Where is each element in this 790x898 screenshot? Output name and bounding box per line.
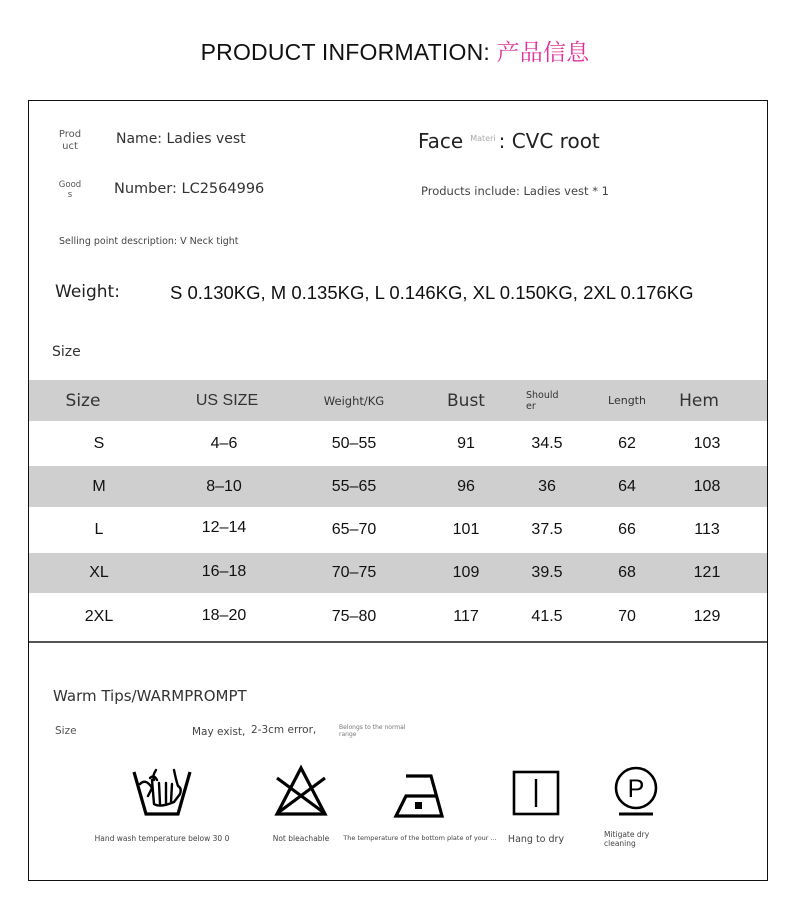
page-title-english: PRODUCT INFORMATION:: [200, 39, 497, 65]
cell-hem: 129: [693, 608, 721, 625]
cell-size: M: [92, 477, 106, 495]
care-item-hand-wash: [94, 766, 230, 843]
table-row: [29, 507, 767, 553]
header-length: Length: [608, 394, 646, 407]
cell-weight: 70–75: [331, 564, 377, 581]
prefix-line: s: [67, 190, 73, 200]
cell-length: 62: [618, 434, 636, 452]
cell-weight: 65–70: [331, 521, 377, 538]
page-title: [0, 34, 790, 67]
warm-tips-may-exist: May exist,: [192, 726, 246, 738]
cell-length: 66: [618, 521, 636, 538]
goods-number: Number: LC2564996: [114, 181, 265, 197]
face-label: Face: [418, 129, 464, 153]
care-label-line: Mitigate dry: [604, 830, 650, 839]
cell-size: XL: [89, 564, 109, 581]
weight-label: Weight:: [55, 282, 120, 302]
header-size: Size: [65, 390, 101, 411]
cell-shoulder: 36: [538, 477, 556, 495]
care-label: Hang to dry: [507, 834, 565, 845]
material-value: : CVC root: [498, 129, 600, 153]
product-name: Name: Ladies vest: [116, 131, 246, 147]
cell-bust: 109: [452, 564, 480, 581]
dry-clean-p-icon: [612, 764, 660, 820]
hang-dry-icon: [512, 770, 560, 818]
care-item-hang-dry: [496, 770, 576, 845]
prefix-line: Good: [58, 180, 82, 190]
cell-weight: 55–65: [331, 477, 377, 495]
page-title-chinese: 产品信息: [496, 39, 590, 65]
cell-bust: 101: [452, 521, 480, 538]
care-item-iron: [345, 766, 495, 842]
care-item-no-bleach: [256, 764, 346, 843]
table-row: [29, 466, 767, 507]
cell-us-size: 8–10: [206, 477, 242, 495]
warm-tips-size-label: Size: [55, 725, 77, 737]
header-shoulder-line1: Should: [526, 389, 559, 401]
cell-shoulder: 41.5: [531, 608, 563, 625]
care-label: The temperature of the bottom plate of your ...: [343, 834, 497, 842]
face-material: [418, 129, 600, 153]
no-bleach-icon: [271, 764, 331, 820]
cell-length: 64: [618, 477, 636, 495]
cell-shoulder: 39.5: [531, 564, 563, 581]
cell-hem: 113: [694, 521, 720, 538]
header-weight: Weight/KG: [323, 393, 385, 408]
cell-hem: 103: [693, 434, 721, 452]
cell-size: L: [94, 521, 104, 538]
warm-tips-error: 2-3cm error,: [251, 724, 317, 736]
care-label: Hand wash temperature below 30 0: [94, 834, 230, 843]
cell-us-size: 16–18: [201, 563, 247, 580]
cell-weight: 75–80: [331, 608, 377, 625]
normal-range-line: Belongs to the normal: [339, 724, 406, 731]
size-heading: Size: [52, 344, 81, 360]
care-label-line: cleaning: [604, 839, 636, 848]
table-divider: [29, 641, 767, 643]
cell-size: 2XL: [84, 608, 114, 625]
cell-hem: 121: [693, 564, 721, 581]
cell-us-size: 18–20: [201, 607, 247, 624]
table-row: [29, 421, 767, 466]
weight-value: S 0.130KG, M 0.135KG, L 0.146KG, XL 0.150KG, 2XL 0.176KG: [170, 282, 694, 303]
cell-shoulder: 34.5: [531, 434, 563, 452]
products-include: Products include: Ladies vest * 1: [421, 184, 609, 198]
table-header-row: [29, 380, 767, 421]
cell-size: S: [93, 434, 105, 452]
selling-point: Selling point description: V Neck tight: [59, 236, 239, 247]
warm-tips-title: Warm Tips/WARMPROMPT: [53, 687, 247, 705]
care-item-dry-clean: [604, 764, 674, 848]
table-row: [29, 593, 767, 641]
table-row: [29, 553, 767, 593]
header-bust: Bust: [447, 390, 485, 411]
size-table: [29, 380, 767, 641]
cell-bust: 96: [457, 477, 475, 495]
cell-shoulder: 37.5: [531, 521, 563, 538]
normal-range-line: range: [339, 731, 357, 738]
header-shoulder-line2: er: [526, 400, 536, 412]
care-label: [604, 830, 649, 848]
material-sub-label: Materi: [470, 134, 496, 143]
cell-bust: 91: [457, 434, 475, 452]
prefix-line: uct: [62, 141, 78, 152]
svg-text:P: P: [627, 775, 645, 803]
cell-us-size: 12–14: [201, 519, 247, 536]
cell-us-size: 4–6: [210, 434, 238, 452]
cell-length: 70: [618, 608, 636, 625]
product-name-prefix: [57, 129, 83, 153]
warm-tips-normal-range: [339, 724, 406, 738]
cell-length: 68: [618, 564, 636, 581]
cell-hem: 108: [693, 477, 721, 495]
goods-number-prefix: [57, 180, 83, 200]
header-shoulder: [526, 380, 566, 421]
prefix-line: Prod: [58, 129, 82, 140]
header-us-size: US SIZE: [195, 391, 259, 409]
header-hem: Hem: [679, 390, 719, 411]
iron-low-icon: [390, 766, 450, 820]
hand-wash-icon: [130, 766, 194, 820]
care-label: Not bleachable: [272, 834, 330, 843]
cell-weight: 50–55: [331, 434, 377, 452]
cell-bust: 117: [453, 608, 479, 625]
